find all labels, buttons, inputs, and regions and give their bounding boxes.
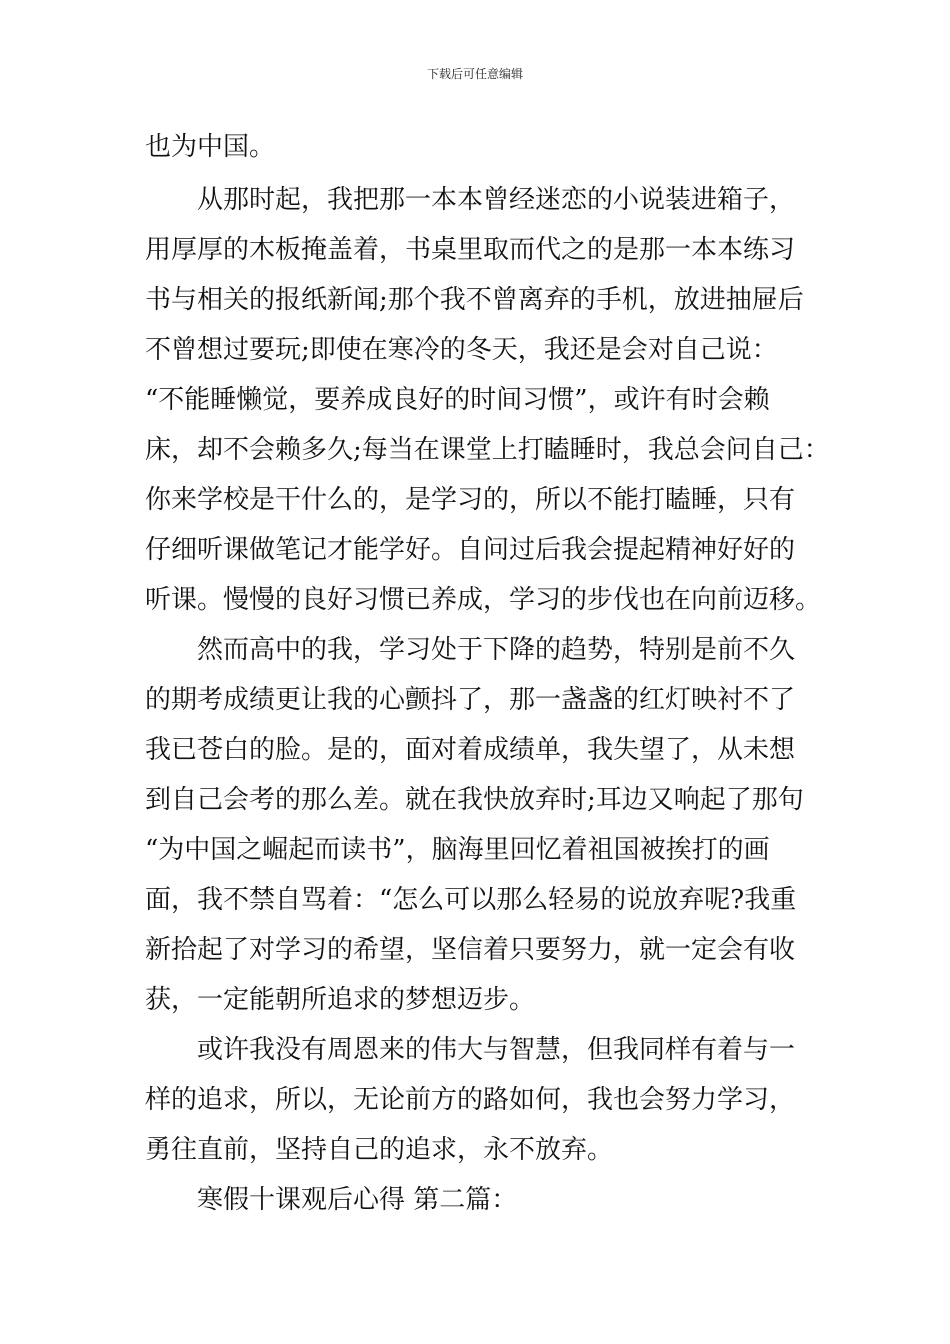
- paragraph-line: 的期考成绩更让我的心颤抖了，那一盏盏的红灯映衬不了: [145, 685, 796, 715]
- paragraph-line: 到自己会考的那么差。就在我快放弃时;耳边又响起了那句: [145, 785, 804, 815]
- paragraph-line: 然而高中的我，学习处于下降的趋势，特别是前不久: [197, 635, 796, 665]
- paragraph-line: 勇往直前，坚持自己的追求，永不放弃。: [145, 1135, 614, 1165]
- section-heading: 寒假十课观后心得 第二篇：: [197, 1185, 518, 1215]
- paragraph-line: 书与相关的报纸新闻;那个我不曾离弃的手机，放进抽屉后: [145, 285, 804, 315]
- paragraph-line: 获，一定能朝所追求的梦想迈步。: [145, 985, 536, 1015]
- paragraph-line: 你来学校是干什么的，是学习的，所以不能打瞌睡，只有: [145, 485, 796, 515]
- page-header: 下载后可任意编辑: [426, 67, 523, 81]
- paragraph-line: 样的追求，所以，无论前方的路如何，我也会努力学习，: [145, 1085, 796, 1115]
- paragraph-line: 或许我没有周恩来的伟大与智慧，但我同样有着与一: [197, 1035, 796, 1065]
- paragraph-line: “不能睡懒觉，要养成良好的时间习惯”，或许有时会赖: [145, 385, 770, 415]
- paragraph-line: 不曾想过要玩;即使在寒冷的冬天，我还是会对自己说：: [145, 335, 778, 365]
- paragraph-line: 仔细听课做笔记才能学好。自问过后我会提起精神好好的: [145, 535, 796, 565]
- paragraph-line: 也为中国。: [145, 132, 276, 162]
- paragraph-line: 我已苍白的脸。是的，面对着成绩单，我失望了，从未想: [145, 735, 796, 765]
- paragraph-line: 新拾起了对学习的希望，坚信着只要努力，就一定会有收: [145, 935, 796, 965]
- paragraph-line: 从那时起，我把那一本本曾经迷恋的小说装进箱子，: [197, 185, 796, 215]
- paragraph-line: 面，我不禁自骂着：“怎么可以那么轻易的说放弃呢?我重: [145, 885, 797, 915]
- paragraph-line: “为中国之崛起而读书”，脑海里回忆着祖国被挨打的画: [145, 835, 770, 865]
- paragraph-line: 用厚厚的木板掩盖着，书桌里取而代之的是那一本本练习: [145, 235, 796, 265]
- paragraph-line: 床，却不会赖多久;每当在课堂上打瞌睡时，我总会问自己：: [145, 435, 830, 465]
- paragraph-line: 听课。慢慢的良好习惯已养成，学习的步伐也在向前迈移。: [145, 585, 822, 615]
